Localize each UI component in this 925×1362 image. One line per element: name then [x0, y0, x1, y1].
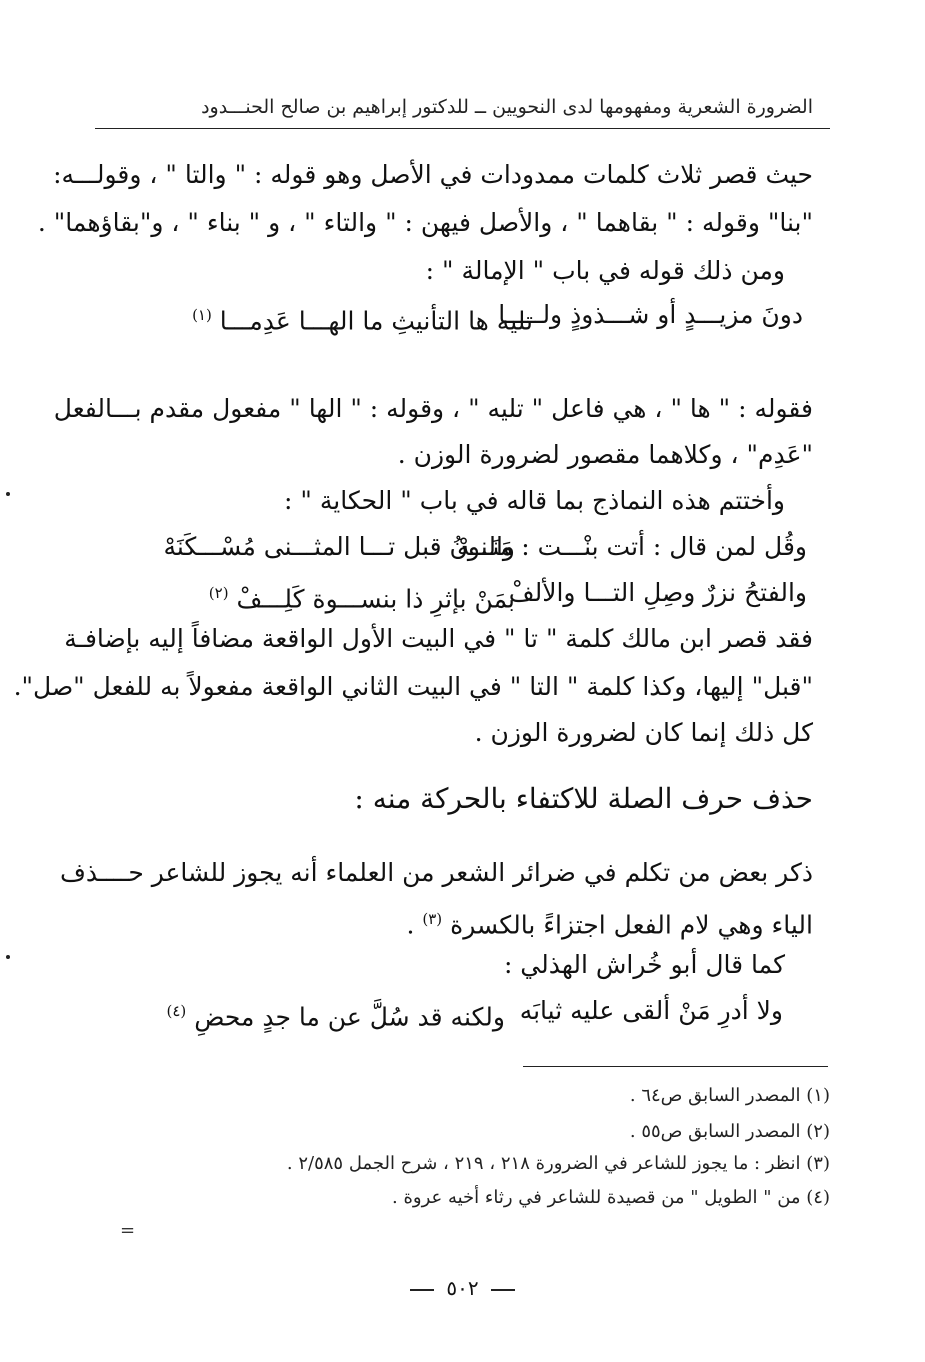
- paragraph-line: كما قال أبو خُراش الهذلي :: [503, 950, 785, 979]
- paragraph-line: [100, 902, 813, 942]
- verse-text: بمَنْ بإثرِ ذا بنســـوة كَلِـــفْ: [236, 584, 515, 614]
- verse-second-hemistich: [209, 576, 515, 616]
- verse-first-hemistich: ولا أدرِ مَنْ ألقى عليه ثيابَه: [519, 996, 783, 1025]
- section-heading: حذف حرف الصلة للاكتفاء بالحركة منه :: [354, 782, 813, 815]
- footnote-reference: (٤): [166, 1002, 187, 1020]
- paragraph-line: "بنا" وقوله : " بقاهما " ، والأصل فيهن : " والتاء " ، و " بناء " ، و"بقاؤهما" .: [37, 208, 813, 237]
- footnote-reference: (٢): [208, 584, 229, 602]
- paragraph-line: فقوله : " ها " ، هي فاعل " تليه " ، وقوله : " الها " مفعول مقدم بـــالفعل: [53, 394, 813, 423]
- running-header: الضرورة الشعرية ومفهومها لدى النحويين ــ للدكتور إبراهيم بن صالح الحنـــدود: [201, 96, 813, 118]
- footnote-item: (٢) المصدر السابق ص٥٥ .: [629, 1121, 830, 1142]
- verse-first-hemistich: وقُل لمن قال : أتت بنْـــت : مَنَـــهْ: [456, 532, 807, 561]
- paragraph-line: "عَدِم" ، وكلاهما مقصور لضرورة الوزن .: [397, 440, 813, 469]
- paragraph-line: ذكر بعض من تكلم في ضرائر الشعر من العلماء أنه يجوز للشاعر حــــذف: [59, 858, 813, 887]
- scan-speck: [6, 955, 10, 959]
- verse-first-hemistich: دونَ مزيـــدٍ أو شـــذوذٍ ولـــــا: [498, 300, 803, 329]
- footnote-item: (٤) من " الطويل " من قصيدة للشاعر في رثاء أخيه عروة .: [392, 1187, 830, 1208]
- verse-second-hemistich: والنونُ قبل تـــا المثـــنى مُسْـــكَنَهْ: [163, 532, 515, 561]
- paragraph-line: ومن ذلك قوله في باب " الإمالة " :: [425, 256, 785, 285]
- footnote-reference: (١): [192, 306, 212, 324]
- page-number-text: ٥٠٢: [446, 1276, 479, 1300]
- verse-second-hemistich: [192, 298, 533, 338]
- sentence-end-period: .: [406, 910, 415, 940]
- scan-speck: [6, 492, 10, 496]
- footnote-item: (١) المصدر السابق ص٦٤ .: [629, 1085, 830, 1106]
- margin-mark: =: [120, 1220, 136, 1241]
- paragraph-line: حيث قصر ثلاث كلمات ممدودات في الأصل وهو قوله : " والتا " ، وقولـــه:: [53, 160, 813, 189]
- verse-text: تليه ها التأنيثِ ما الهـــا عَدِمـــا: [219, 306, 533, 336]
- footnote-divider: [523, 1066, 828, 1067]
- dash-decoration: [410, 1289, 434, 1291]
- page-number: [0, 1276, 925, 1300]
- footnote-item: (٣) انظر : ما يجوز للشاعر في الضرورة ٢١٨ ، ٢١٩ ، شرح الجمل ٢/٥٨٥ .: [286, 1153, 830, 1174]
- header-divider: [95, 128, 830, 129]
- verse-text: ولكنه قد سُلَّ عن ما جدٍ محضِ: [194, 1002, 505, 1032]
- paragraph-text: الياء وهي لام الفعل اجتزاءً بالكسرة: [450, 910, 813, 940]
- paragraph-line: فقد قصر ابن مالك كلمة " تا " في البيت الأول الواقعة مضافاً إليه بإضافـة: [64, 624, 813, 653]
- verse-first-hemistich: والفتحُ نزرٌ وصِلِ التـــا والألفْ: [508, 578, 807, 607]
- footnote-reference: (٣): [422, 910, 443, 928]
- paragraph-line: "قبل" إليها، وكذا كلمة " التا " في البيت الثاني الواقعة مفعولاً به للفعل "صل".: [13, 672, 813, 701]
- paragraph-line: كل ذلك إنما كان لضرورة الوزن .: [474, 718, 813, 747]
- verse-second-hemistich: [166, 994, 505, 1034]
- paragraph-line: وأختتم هذه النماذج بما قاله في باب " الحكاية " :: [284, 486, 785, 515]
- dash-decoration: [491, 1289, 515, 1291]
